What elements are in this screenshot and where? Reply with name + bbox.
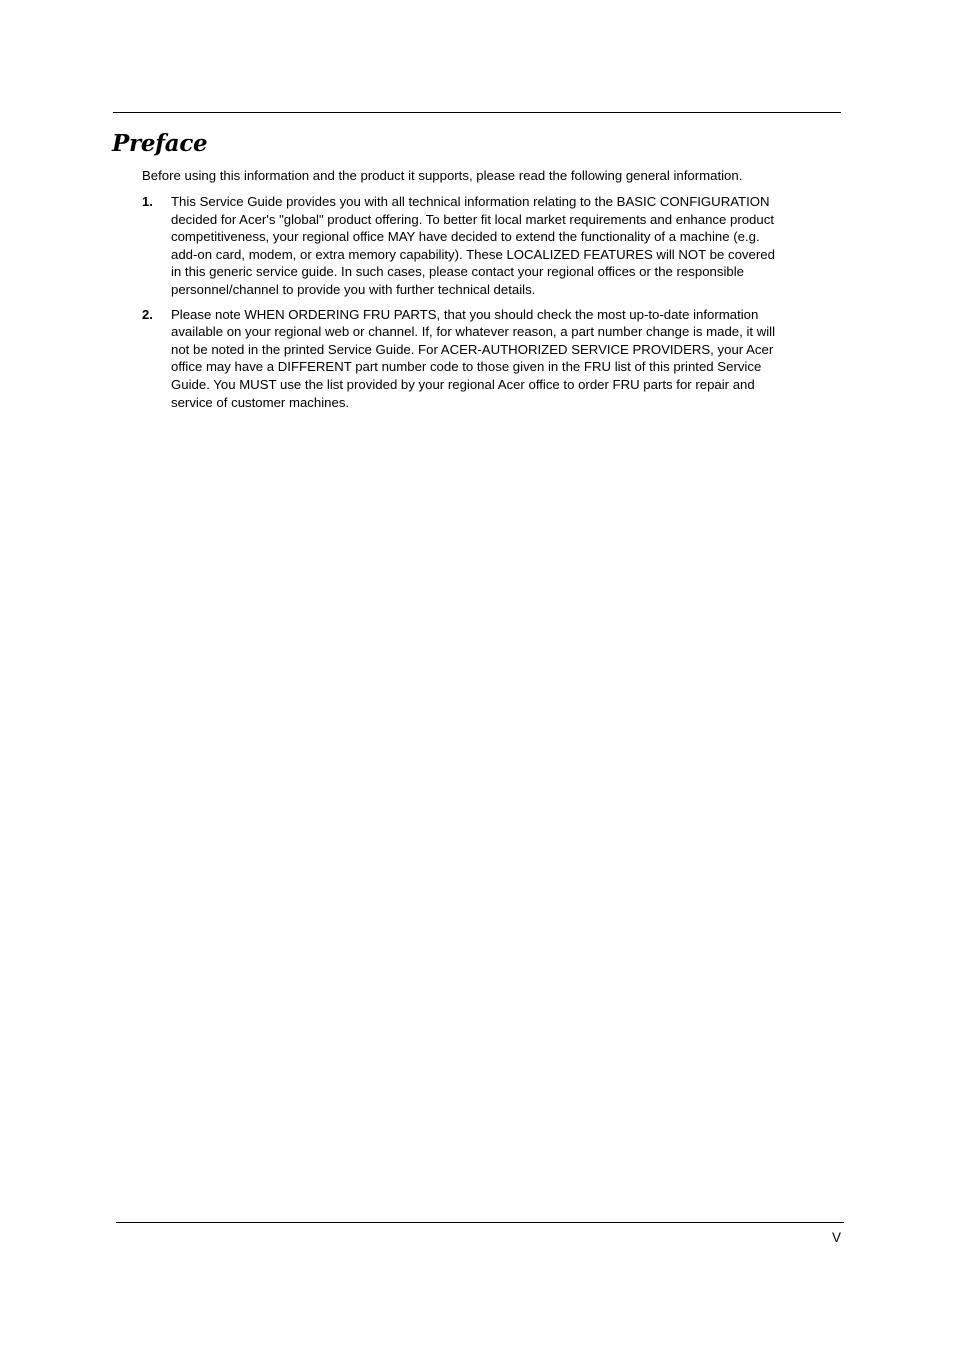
footer-rule <box>116 1222 844 1223</box>
page-title: Preface <box>112 130 208 157</box>
list-item-number: 1. <box>142 194 153 209</box>
text-line: personnel/channel to provide you with further technical details. <box>171 281 536 297</box>
text-line: This Service Guide provides you with all technical information relating to the BASIC CONFIGURATION <box>171 194 770 209</box>
text-line: decided for Acer's "global" product offering. To better fit local market requirements and enhance product <box>171 211 774 227</box>
text-line: Please note WHEN ORDERING FRU PARTS, that you should check the most up-to-date information <box>171 306 759 322</box>
text-line: service of customer machines. <box>171 394 350 410</box>
list-item-text <box>171 193 842 299</box>
text-line: office may have a DIFFERENT part number code to those given in the FRU list of this printed Service <box>171 359 762 375</box>
list-item <box>142 193 842 299</box>
text-line: Guide. You MUST use the list provided by your regional Acer office to order FRU parts for repair and <box>171 376 755 392</box>
text-line: in this generic service guide. In such cases, please contact your regional offices or the responsible <box>171 264 744 280</box>
text-line: competitiveness, your regional office MAY have decided to extend the functionality of a machine (e.g. <box>171 229 760 245</box>
list-item-number: 2. <box>142 306 153 322</box>
preface-list <box>142 193 842 418</box>
text-line: available on your regional web or channel. If, for whatever reason, a part number change is made, it will <box>171 324 776 340</box>
header-rule <box>113 112 841 113</box>
text-line: not be noted in the printed Service Guide. For ACER-AUTHORIZED SERVICE PROVIDERS, your Acer <box>171 341 774 357</box>
page-number: V <box>831 1230 841 1245</box>
intro-paragraph: Before using this information and the product it supports, please read the following general information. <box>142 168 743 183</box>
text-line: add-on card, modem, or extra memory capability). These LOCALIZED FEATURES will NOT be covered <box>171 246 775 262</box>
list-item <box>142 306 842 412</box>
list-item-text <box>171 306 842 412</box>
